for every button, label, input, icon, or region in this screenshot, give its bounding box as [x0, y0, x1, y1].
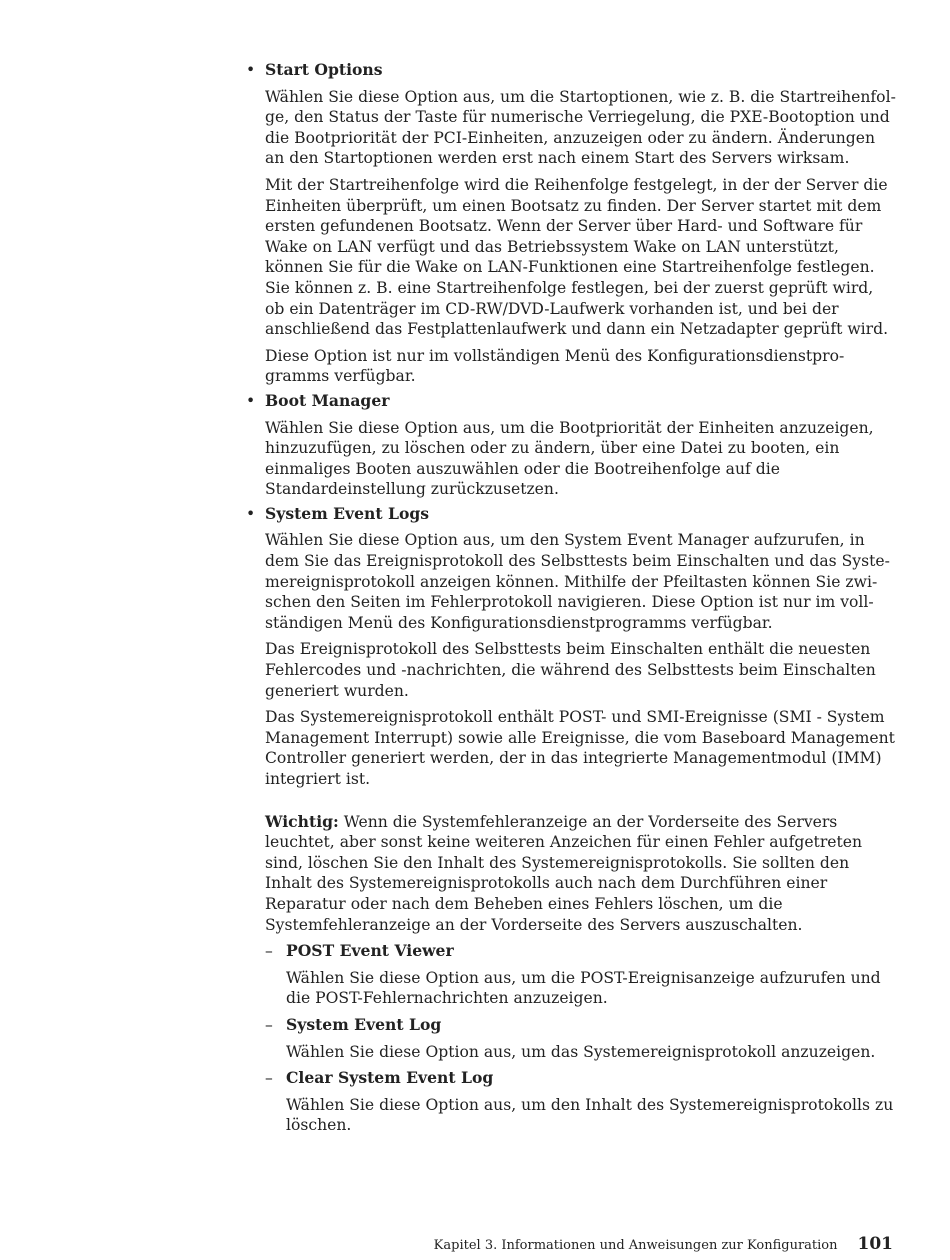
list-item-boot-manager: [246, 391, 896, 500]
item-title: System Event Logs: [265, 503, 430, 523]
important-text: Wenn die Systemfehleranzeige an der Vorderseite des Servers leuchtet, aber sonst keine weiteren Anzeichen für einen Fehler aufgetreten sind, löschen Sie den Inhalt des Systemereignisprotokolls. Sie sollten den Inhalt des Systemereignisprotokolls auch nach dem Durchführen einer Reparatur oder nach dem Beheben eines Fehlers löschen, um die Systemfehleranzeige an der Vorderseite des Servers auszuschalten.: [265, 812, 863, 934]
paragraph: Wählen Sie diese Option aus, um die POST-Ereignisanzeige aufzurufen und die POST-Fehlernachrichten anzuzeigen.: [286, 968, 881, 1008]
subitem-title: POST Event Viewer: [286, 941, 454, 961]
document-body: [246, 60, 896, 1140]
subitem-clear-system-event-log: [265, 1068, 896, 1136]
subitem-title: Clear System Event Log: [286, 1068, 494, 1088]
subitem-post-event-viewer: [265, 941, 896, 1009]
paragraph: Mit der Startreihenfolge wird die Reihenfolge festgelegt, in der der Server die Einheiten überprüft, um einen Bootsatz zu finden. Der Server startet mit dem ersten gefundenen Bootsatz. Wenn der Server über Hard- und Software für Wake on LAN verfügt und das Betriebssystem Wake on LAN unterstützt, können Sie für die Wake on LAN-Funktionen eine Startreihenfolge festlegen. Sie können z. B. eine Startreihenfolge festlegen, bei der zuerst geprüft wird, ob ein Datenträger im CD-RW/DVD-Laufwerk vorhanden ist, und bei der anschließend das Festplattenlaufwerk und dann ein Netzadapter geprüft wird.: [265, 175, 889, 339]
bullet-glyph: •: [246, 61, 256, 79]
paragraph: Wählen Sie diese Option aus, um den Inhalt des Systemereignisprotokolls zu löschen.: [286, 1095, 894, 1135]
important-note: [265, 812, 896, 936]
subitem-system-event-log: [265, 1015, 896, 1062]
important-label: Wichtig:: [265, 811, 339, 831]
dash-glyph: –: [265, 1015, 273, 1034]
list-item-system-event-logs: [246, 504, 896, 1136]
dash-glyph: –: [265, 942, 273, 961]
paragraph: Wählen Sie diese Option aus, um die Startoptionen, wie z. B. die Startreihenfolge, den Status der Taste für numerische Verriegelung, die PXE-Bootoption und die Bootpriorität der PCI-Einheiten, anzuzeigen oder zu ändern. Änderungen an den Startoptionen werden erst nach einem Start des Servers wirksam.: [265, 87, 896, 168]
bullet-glyph: •: [246, 391, 256, 410]
dash-glyph: –: [265, 1069, 273, 1088]
paragraph: Diese Option ist nur im vollständigen Menü des Konfigurationsdienstprogramms verfügbar.: [265, 346, 845, 386]
paragraph: Das Ereignisprotokoll des Selbsttests beim Einschalten enthält die neuesten Fehlercodes und -nachrichten, die während des Selbsttests beim Einschalten generiert wurden.: [265, 640, 876, 700]
list-item-start-options: [246, 60, 896, 387]
footer-chapter: Kapitel 3. Informationen und Anweisungen zur Konfiguration: [433, 1238, 838, 1253]
paragraph: Das Systemereignisprotokoll enthält POST- und SMI-Ereignisse (SMI - System Management Interrupt) sowie alle Ereignisse, die vom Baseboard Management Controller generiert werden, der in das integrierte Managementmodul (IMM) integriert ist.: [265, 708, 895, 788]
bullet-glyph: •: [246, 504, 256, 523]
paragraph: Wählen Sie diese Option aus, um den System Event Manager aufzurufen, in dem Sie das Ereignisprotokoll des Selbsttests beim Einschalten und das Systemereignisprotokoll anzeigen können. Mithilfe der Pfeiltasten können Sie zwischen den Seiten im Fehlerprotokoll navigieren. Diese Option ist nur im vollständigen Menü des Konfigurationsdienstprogramms verfügbar.: [265, 531, 890, 632]
subitem-title: System Event Log: [286, 1014, 442, 1034]
paragraph: Wählen Sie diese Option aus, um das Systemereignisprotokoll anzuzeigen.: [286, 1042, 876, 1061]
page-footer: [434, 1234, 893, 1254]
item-title: Boot Manager: [265, 390, 390, 410]
paragraph: Wählen Sie diese Option aus, um die Bootpriorität der Einheiten anzuzeigen, hinzuzufügen, zu löschen oder zu ändern, über eine Datei zu booten, ein einmaliges Booten auszuwählen oder die Bootreihenfolge auf die Standardeinstellung zurückzusetzen.: [265, 418, 874, 499]
item-title: Start Options: [265, 60, 383, 79]
page-number: 101: [857, 1234, 893, 1254]
